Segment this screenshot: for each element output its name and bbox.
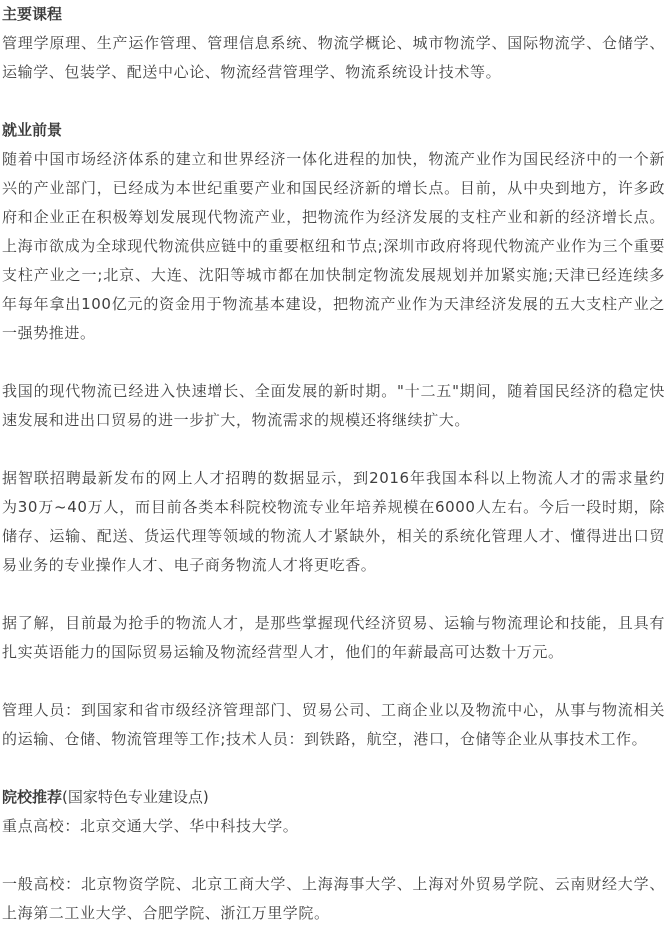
spacer	[2, 348, 665, 377]
key-universities: 重点高校：北京交通大学、华中科技大学。	[2, 817, 299, 835]
section-heading-schools	[2, 783, 665, 812]
prospects-paragraph-1: 随着中国市场经济体系的建立和世界经济一体化进程的加快，物流产业作为国民经济中的一个新兴的产业部门，已经成为本世纪重要产业和国民经济新的增长点。目前，从中央到地方，许多政府和企业正在积极筹划发展现代物流产业，把物流作为经济发展的支柱产业和新的经济增长点。上海市欲成为全球现代物流供应链中的重要枢纽和节点;深圳市政府将现代物流产业作为三个重要支柱产业之一;北京、大连、沈阳等城市都在加快制定物流发展规划并加紧实施;天津已经连续多年每年拿出100亿元的资金用于物流基本建设，把物流产业作为天津经济发展的五大支柱产业之一强势推进。	[2, 150, 665, 342]
prospects-paragraph-5: 管理人员：到国家和省市级经济管理部门、贸易公司、工商企业以及物流中心，从事与物流相关的运输、仓储、物流管理等工作;技术人员：到铁路，航空，港口，仓储等企业从事技术工作。	[2, 701, 665, 748]
spacer	[2, 667, 665, 696]
prospects-paragraph-3: 据智联招聘最新发布的网上人才招聘的数据显示，到2016年我国本科以上物流人才的需求量约为30万~40万人，而目前各类本科院校物流专业年培养规模在6000人左右。今后一段时期，除储存、运输、配送、货运代理等领域的物流人才紧缺外，相关的系统化管理人才、懂得进出口贸易业务的专业操作人才、电子商务物流人才将更吃香。	[2, 469, 665, 574]
spacer	[2, 841, 665, 870]
spacer	[2, 580, 665, 609]
prospects-paragraph-4: 据了解，目前最为抢手的物流人才，是那些掌握现代经济贸易、运输与物流理论和技能，且具有扎实英语能力的国际贸易运输及物流经营型人才，他们的年薪最高可达数十万元。	[2, 614, 665, 661]
section-heading-courses: 主要课程	[2, 5, 63, 23]
section-heading-prospects: 就业前景	[2, 121, 63, 139]
spacer	[2, 754, 665, 783]
spacer	[2, 435, 665, 464]
courses-list: 管理学原理、生产运作管理、管理信息系统、物流学概论、城市物流学、国际物流学、仓储学、运输学、包装学、配送中心论、物流经营管理学、物流系统设计技术等。	[2, 34, 665, 81]
spacer	[2, 87, 665, 116]
schools-heading-title: 院校推荐	[2, 788, 63, 806]
prospects-paragraph-2: 我国的现代物流已经进入快速增长、全面发展的新时期。"十二五"期间，随着国民经济的稳定快速发展和进出口贸易的进一步扩大，物流需求的规模还将继续扩大。	[2, 382, 665, 429]
general-universities: 一般高校：北京物资学院、北京工商大学、上海海事大学、上海对外贸易学院、云南财经大学、上海第二工业大学、合肥学院、浙江万里学院。	[2, 875, 665, 922]
schools-heading-note: (国家特色专业建设点)	[62, 788, 209, 806]
